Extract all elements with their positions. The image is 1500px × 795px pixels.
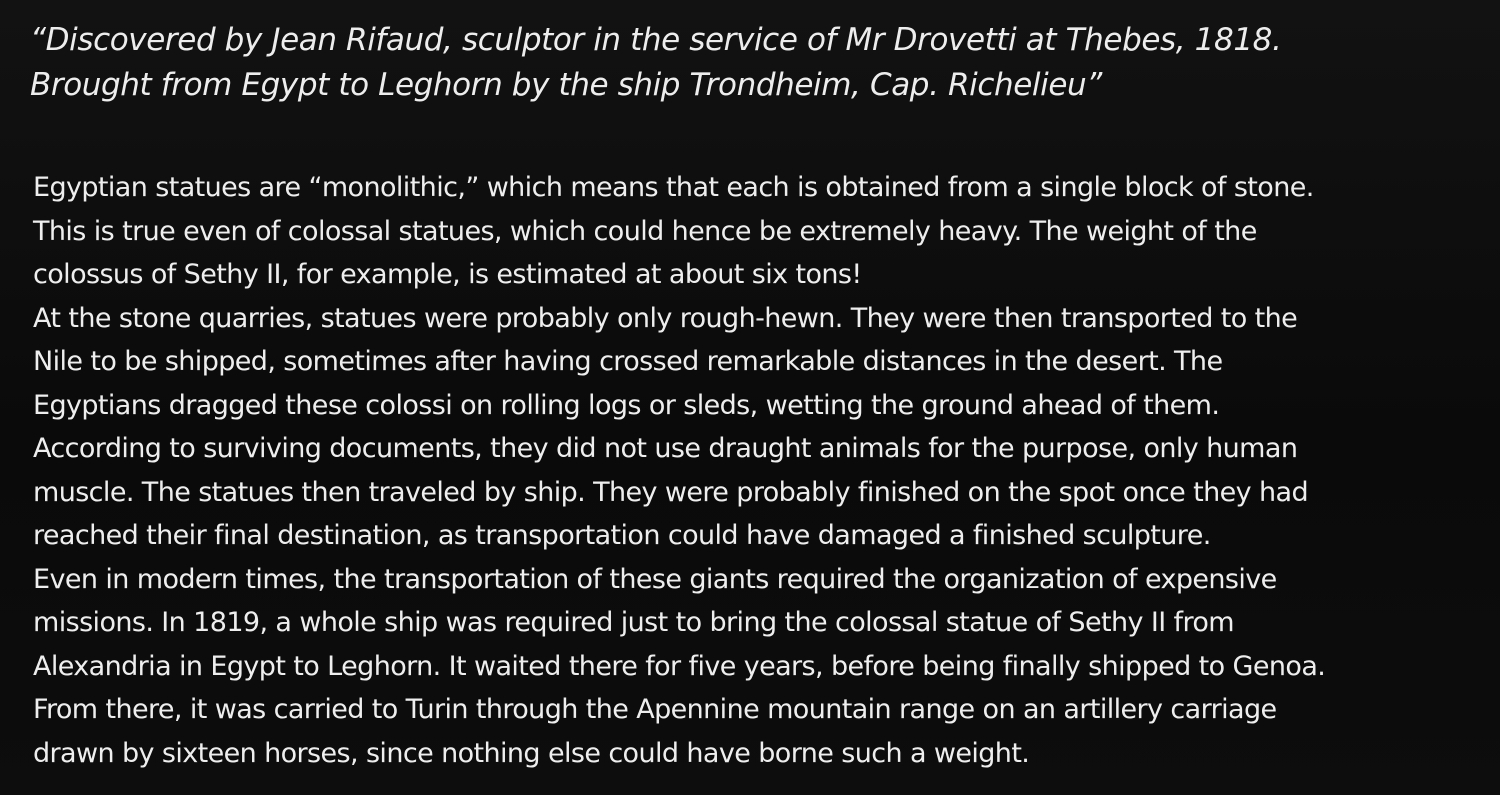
text-line: According to surviving documents, they did not use draught animals for the purpose, only human [33,433,1298,464]
text-line: Egyptian statues are “monolithic,” which means that each is obtained from a single block of stone. [33,172,1314,203]
text-line: missions. In 1819, a whole ship was required just to bring the colossal statue of Sethy II from [33,607,1234,638]
text-line: Alexandria in Egypt to Leghorn. It waited there for five years, before being finally shipped to Genoa. [33,650,1326,682]
quote-line: Brought from Egypt to Leghorn by the ship Trondheim, Cap. Richelieu” [30,67,1102,103]
text-line: Nile to be shipped, sometimes after having crossed remarkable distances in the desert. The [33,346,1223,377]
text-line: Even in modern times, the transportation of these giants required the organization of expensive [33,563,1277,595]
text-line: colossus of Sethy II, for example, is estimated at about six tons! [33,259,862,290]
text-line: From there, it was carried to Turin through the Apennine mountain range on an artillery carriage [33,694,1277,725]
text-line: This is true even of colossal statues, which could hence be extremely heavy. The weight of the [33,215,1257,247]
inscription-quote [30,18,1470,108]
text-line: At the stone quarries, statues were probably only rough-hewn. They were then transported to the [33,302,1298,334]
quote-line: “Discovered by Jean Rifaud, sculptor in the service of Mr Drovetti at Thebes, 1818. [30,22,1282,58]
description-text [33,166,1473,775]
text-line: muscle. The statues then traveled by ship. They were probably finished on the spot once they had [33,476,1308,508]
text-line: drawn by sixteen horses, since nothing else could have borne such a weight. [33,737,1030,769]
text-line: Egyptians dragged these colossi on rolling logs or sleds, wetting the ground ahead of them. [33,389,1220,421]
text-line: reached their final destination, as transportation could have damaged a finished sculpture. [33,520,1211,551]
